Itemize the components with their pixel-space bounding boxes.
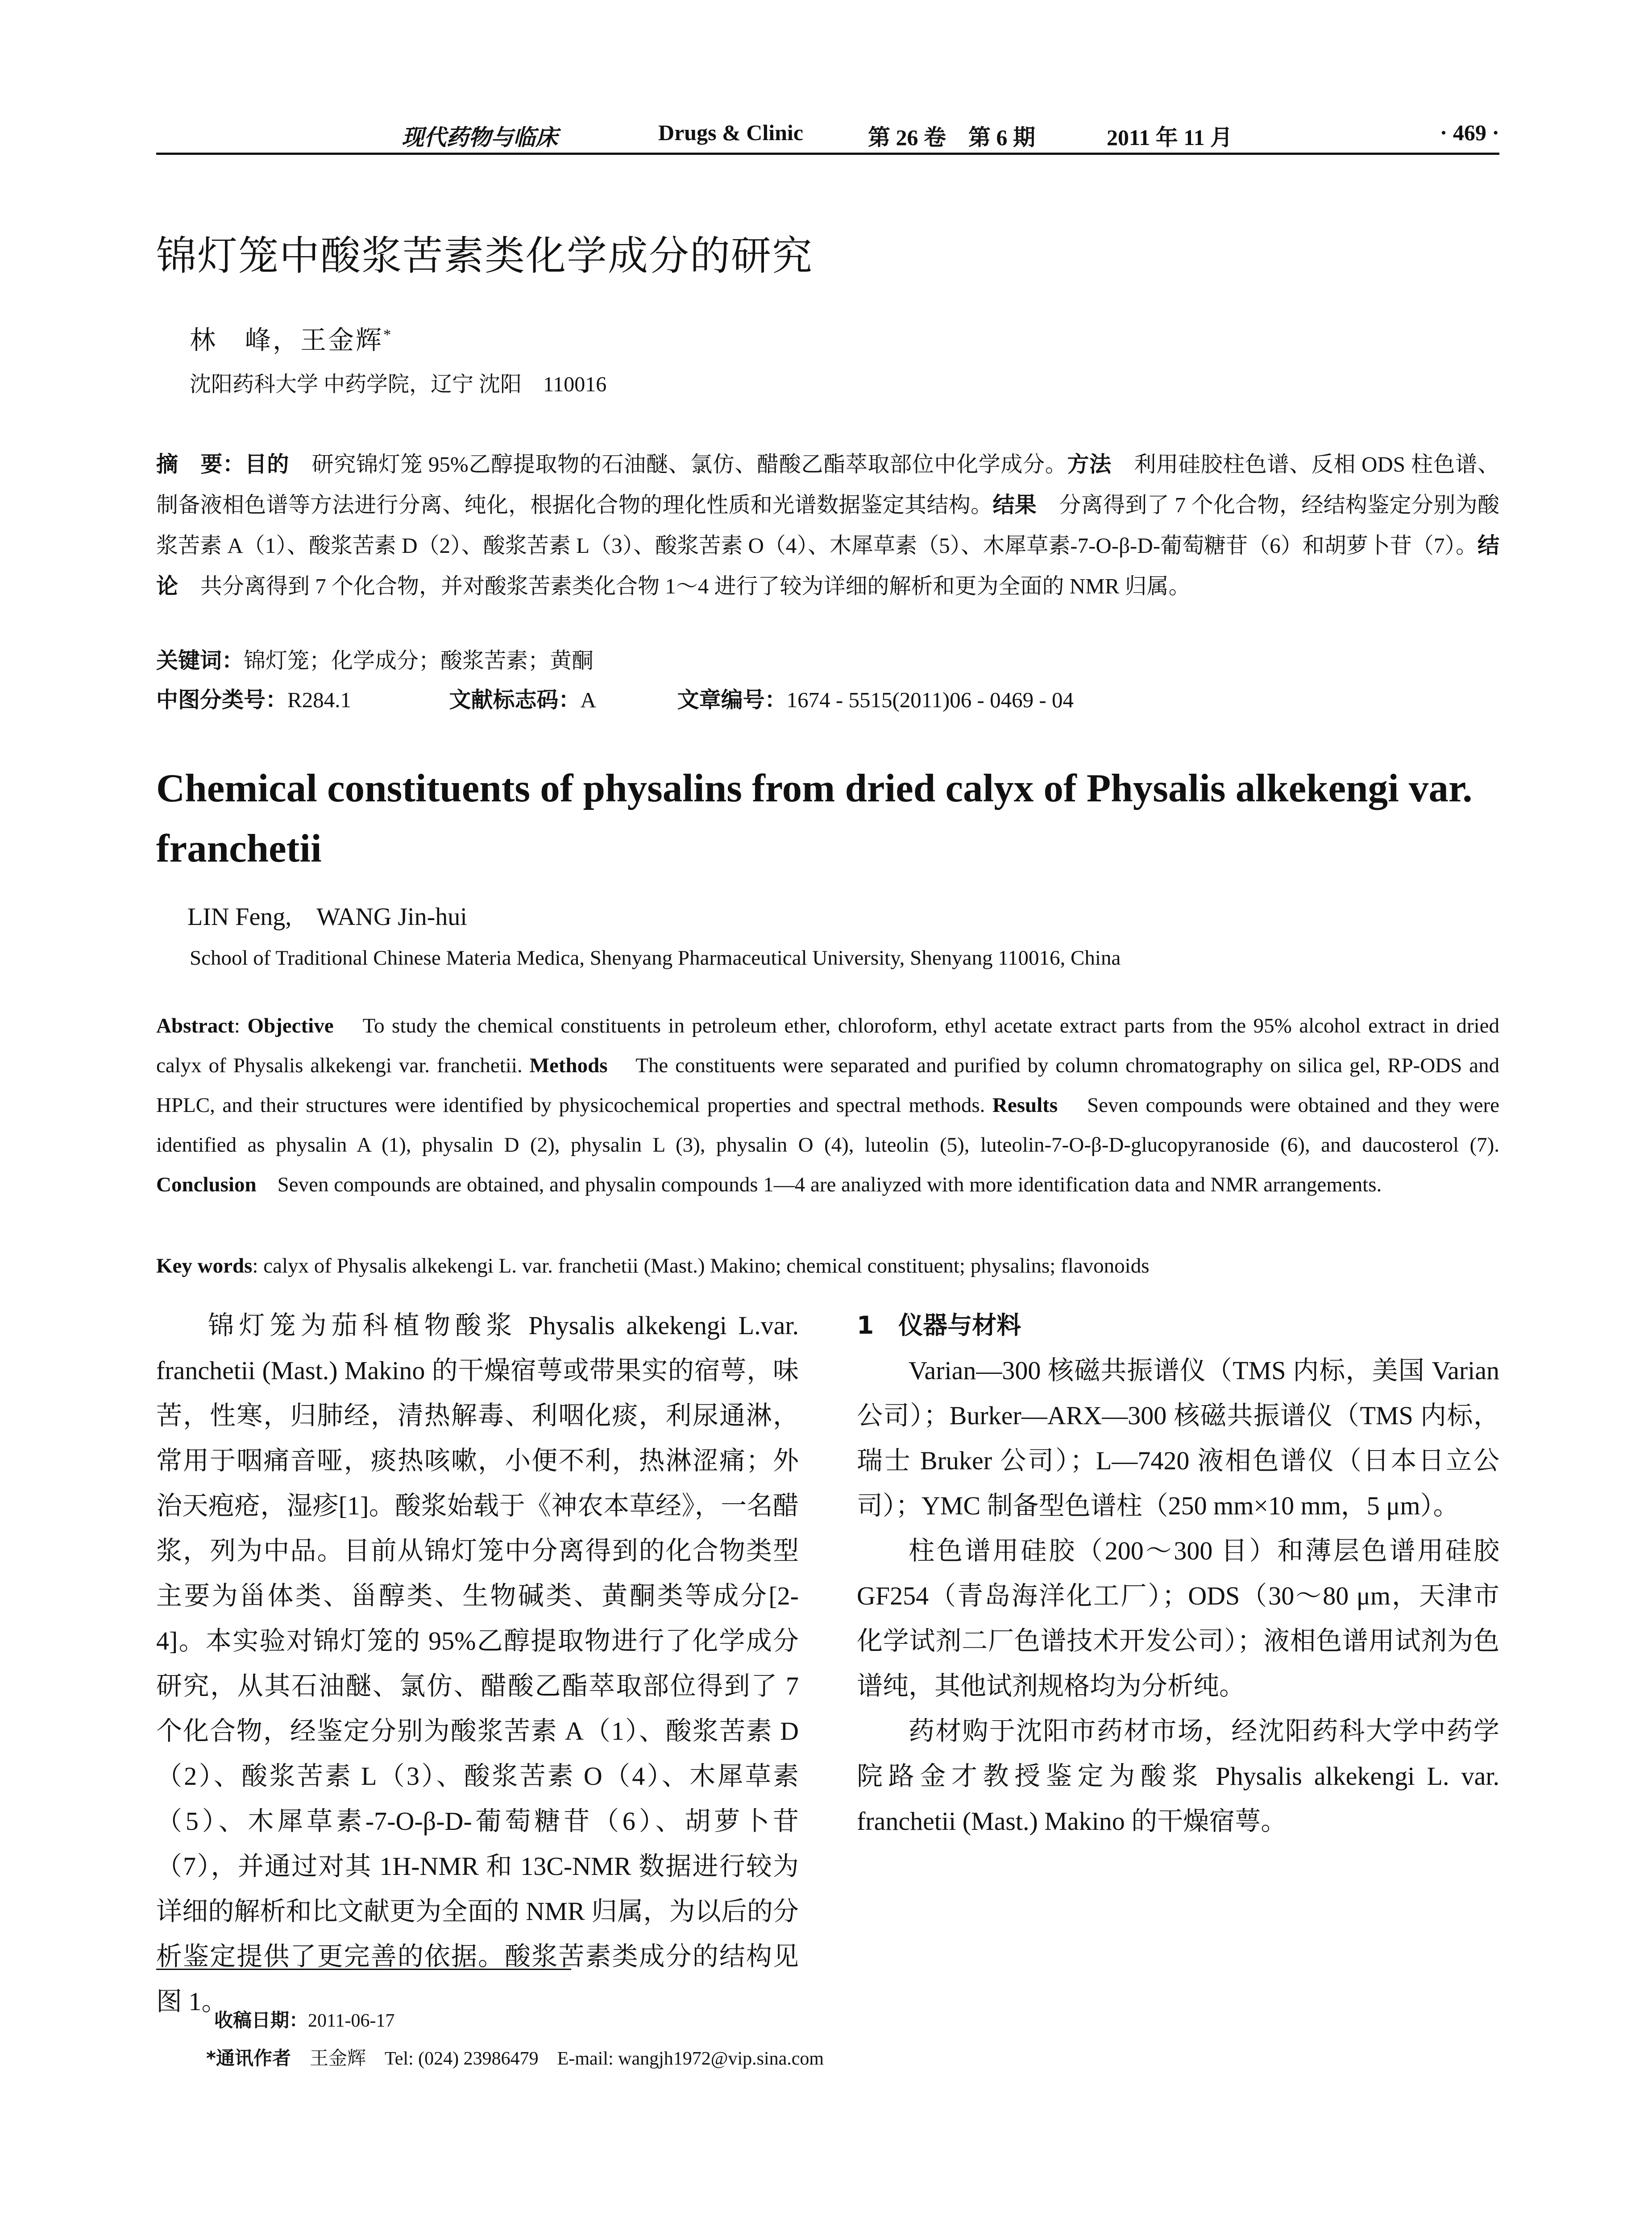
journal-name-en: Drugs & Clinic bbox=[658, 120, 803, 145]
en-keywords-text: calyx of Physalis alkekengi L. var. franchetii (Mast.) Makino; chemical constituent; physalins; flavonoids bbox=[263, 1254, 1150, 1277]
cn-results-text: 分离得到了 7 个化合物，经结构鉴定分别为酸浆苦素 A（1）、酸浆苦素 D（2）、酸浆苦素 L（3）、酸浆苦素 O（4）、木犀草素（5）、木犀草素-7-O-β-D-葡萄糖苷（6）和胡萝卜苷（7）。 bbox=[156, 493, 1499, 558]
cn-conclusion-text: 共分离得到 7 个化合物，并对酸浆苦素类化合物 1～4 进行了较为详细的解析和更为全面的 NMR 归属。 bbox=[200, 574, 1191, 598]
doc-code-value: A bbox=[580, 688, 595, 712]
silica-paragraph: 柱色谱用硅胶（200～300 目）和薄层色谱用硅胶 GF254（青岛海洋化工厂）；ODS（30～80 μm，天津市化学试剂二厂色谱技术开发公司）；液相色谱用试剂为色谱纯，其他试剂规格均为分析纯。 bbox=[857, 1536, 1499, 1700]
cn-conclusion-label: 结论 bbox=[156, 533, 1499, 599]
cn-methods-label: 方法 bbox=[1067, 452, 1112, 477]
cn-author-names: 林 峰，王金辉 bbox=[190, 326, 384, 355]
volume-issue: 第 26 卷 第 6 期 bbox=[868, 125, 1035, 150]
cn-abstract-label: 摘 要： bbox=[156, 452, 245, 477]
en-abstract: Abstract: Objective To study the chemical constituents in petroleum ether, chloroform, ethyl acetate extract parts from the 95% alcohol extract in dried calyx of Physalis alkekengi var. franchetii. Methods The constituents were separated and purified by column chromatography on silica gel, RP-ODS and HPLC, and their structures were identified by physicochemical properties and spectral methods. Results Seven compounds were obtained and they were identified as physalin A (1), physalin D (2), physalin L (3), physalin O (4), luteolin (5), luteolin-7-O-β-D-glucopyranoside (6), and daucosterol (7). Conclusion Seven compounds are obtained, and physalin compounds 1—4 are analiyzed with more identification data and NMR arrangements. bbox=[156, 1014, 1500, 1196]
en-objective-label: Objective bbox=[247, 1014, 334, 1037]
footnote-corresponding bbox=[206, 2044, 824, 2070]
cn-keywords-label: 关键词： bbox=[156, 648, 244, 673]
instruments-paragraph: Varian—300 核磁共振谱仪（TMS 内标，美国 Varian 公司）；Burker—ARX—300 核磁共振谱仪（TMS 内标，瑞士 Bruker 公司）；L—7420 液相色谱仪（日本日立公司）；YMC 制备型色谱柱（250 mm×10 mm，5 μm）。 bbox=[857, 1356, 1499, 1520]
cn-abstract bbox=[156, 444, 1499, 606]
cn-objective-label: 目的 bbox=[245, 452, 290, 477]
en-objective-text: To study the chemical constituents in petroleum ether, chloroform, ethyl acetate extract parts from the 95% alcohol extract in dried calyx of Physalis alkekengi var. franchetii. bbox=[156, 1014, 1500, 1077]
cn-methods-text: 利用硅胶柱色谱、反相 ODS 柱色谱、制备液相色谱等方法进行分离、纯化，根据化合物的理化性质和光谱数据鉴定其结构。 bbox=[156, 452, 1499, 517]
corresp-email: E-mail: wangjh1972@vip.sina.com bbox=[557, 2049, 824, 2069]
en-results-label: Results bbox=[992, 1094, 1058, 1117]
running-header bbox=[156, 120, 1499, 154]
clc-value: R284.1 bbox=[287, 688, 351, 712]
received-date: 2011-06-17 bbox=[308, 2011, 395, 2031]
cn-objective-text: 研究锦灯笼 95%乙醇提取物的石油醚、氯仿、醋酸乙酯萃取部位中化学成分。 bbox=[311, 452, 1067, 477]
en-conclusion-label: Conclusion bbox=[156, 1173, 257, 1196]
received-label: 收稿日期： bbox=[214, 2009, 308, 2031]
en-keywords: Key words: calyx of Physalis alkekengi L. var. franchetii (Mast.) Makino; chemical constituent; physalins; flavonoids bbox=[156, 1254, 1150, 1277]
cn-classification bbox=[156, 683, 1074, 714]
header-rule bbox=[156, 153, 1499, 155]
en-affiliation: School of Traditional Chinese Materia Medica, Shenyang Pharmaceutical University, Shenyang 110016, China bbox=[190, 946, 1121, 970]
article-no-value: 1674 - 5515(2011)06 - 0469 - 04 bbox=[786, 688, 1074, 712]
corresp-label: *通讯作者 bbox=[206, 2047, 291, 2069]
en-methods-text: The constituents were separated and purified by column chromatography on silica gel, RP-ODS and HPLC, and their structures were identified by physicochemical properties and spectral methods. bbox=[156, 1054, 1499, 1117]
cn-results-label: 结果 bbox=[992, 492, 1037, 518]
corresp-tel: Tel: (024) 23986479 bbox=[384, 2049, 539, 2069]
corresponding-mark: * bbox=[383, 326, 393, 344]
issue-date: 2011 年 11 月 bbox=[1107, 125, 1233, 150]
cn-title: 锦灯笼中酸浆苦素类化学成分的研究 bbox=[156, 232, 813, 279]
section-heading-1: 1 仪器与材料 bbox=[857, 1311, 1021, 1339]
en-methods-label: Methods bbox=[529, 1054, 608, 1077]
cn-authors bbox=[190, 319, 393, 357]
page-number: · 469 · bbox=[1440, 120, 1499, 145]
article-no-label: 文章编号： bbox=[677, 687, 787, 713]
en-conclusion-text: Seven compounds are obtained, and physalin compounds 1—4 are analiyzed with more identification data and NMR arrangements. bbox=[277, 1173, 1382, 1196]
en-results-text: Seven compounds were obtained and they were identified as physalin A (1), physalin D (2), physalin L (3), physalin O (4), luteolin (5), luteolin-7-O-β-D-glucopyranoside (6), and daucosterol (7). bbox=[156, 1094, 1500, 1157]
journal-name-cn: 现代药物与临床 bbox=[402, 124, 558, 150]
en-keywords-label: Key words bbox=[156, 1254, 253, 1277]
en-title: Chemical constituents of physalins from dried calyx of Physalis alkekengi var. franchetii bbox=[156, 767, 1473, 871]
body-column-right bbox=[857, 1303, 1499, 1844]
footnote-received bbox=[214, 2006, 394, 2032]
cn-affiliation: 沈阳药科大学 中药学院，辽宁 沈阳 110016 bbox=[190, 373, 607, 396]
en-abstract-label: Abstract bbox=[156, 1014, 234, 1037]
cn-keywords bbox=[156, 643, 594, 675]
material-paragraph: 药材购于沈阳市药材市场，经沈阳药科大学中药学院路金才教授鉴定为酸浆 Physalis alkekengi L. var. franchetii (Mast.) Makino 的干燥宿萼。 bbox=[857, 1717, 1499, 1836]
footnote-rule bbox=[156, 1969, 571, 1970]
intro-paragraph: 锦灯笼为茄科植物酸浆 Physalis alkekengi L.var. franchetii (Mast.) Makino 的干燥宿萼或带果实的宿萼，味苦，性寒，归肺经，清热解毒、利咽化痰，利尿通淋，常用于咽痛音哑，痰热咳嗽，小便不利，热淋涩痛；外治天疱疮，湿疹[1]。酸浆始载于《神农本草经》，一名醋浆，列为中品。目前从锦灯笼中分离得到的化合物类型主要为甾体类、甾醇类、生物碱类、黄酮类等成分[2-4]。本实验对锦灯笼的 95%乙醇提取物进行了化学成分研究，从其石油醚、氯仿、醋酸乙酯萃取部位得到了 7 个化合物，经鉴定分别为酸浆苦素 A（1）、酸浆苦素 D（2）、酸浆苦素 L（3）、酸浆苦素 O（4）、木犀草素（5）、木犀草素-7-O-β-D-葡萄糖苷（6）、胡萝卜苷（7），并通过对其 1H-NMR 和 13C-NMR 数据进行较为详细的解析和比文献更为全面的 NMR 归属，为以后的分析鉴定提供了更完善的依据。酸浆苦素类成分的结构见图 1。 bbox=[156, 1311, 799, 2016]
doc-code-label: 文献标志码： bbox=[449, 687, 581, 713]
cn-keywords-text: 锦灯笼；化学成分；酸浆苦素；黄酮 bbox=[244, 648, 594, 673]
body-column-left bbox=[156, 1303, 799, 2024]
corresp-name: 王金辉 bbox=[309, 2049, 366, 2069]
en-authors: LIN Feng, WANG Jin-hui bbox=[187, 903, 467, 931]
clc-label: 中图分类号： bbox=[156, 687, 288, 713]
